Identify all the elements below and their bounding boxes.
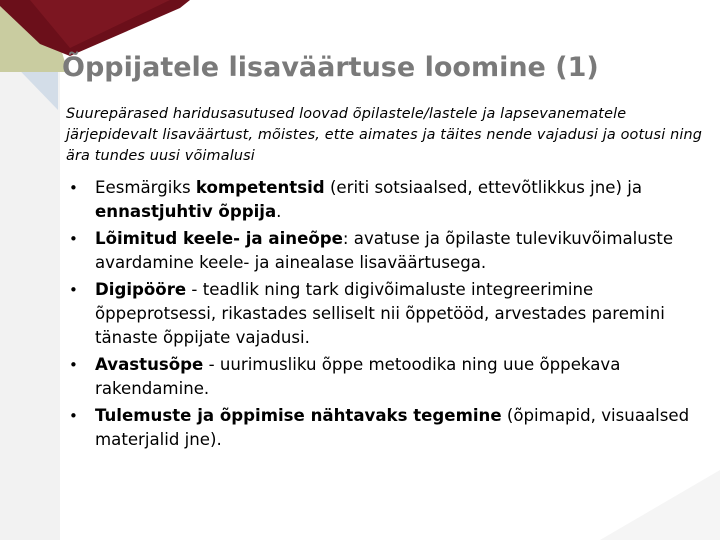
bullet-bold-text: Tulemuste ja õppimise nähtavaks tegemine: [95, 406, 502, 425]
bullet-bold-text: Avastusõpe: [95, 355, 204, 374]
bullet-bold-text: Digipööre: [95, 280, 187, 299]
intro-text: Suurepärased haridusasutused loovad õpilastele/lastele ja lapsevanematele järjepidevalt lisaväärtust, mõistes, ette aimates ja täites nende vajadusi ja ootusi ning ära tundes uusi võimalusi: [66, 106, 703, 164]
bullet-text: Eesmärgiks: [95, 178, 196, 197]
bullet-item-inquiry-learning: [66, 353, 716, 401]
bullet-bold-text: kompetentsid: [195, 178, 325, 197]
bullet-text: (õpimapid, visuaalsed materjalid jne).: [95, 406, 690, 449]
bullet-text: - teadlik ning tark digivõimaluste integreerimine õppeprotsessi, rikastades selliselt nii õppetööd, arvestades paremini tänaste õppijate vajadusi.: [95, 280, 665, 347]
bullet-list: [66, 176, 716, 455]
bullet-item-integrated-learning: [66, 227, 716, 275]
bullet-text: : avatuse ja õpilaste tulevikuvõimaluste avardamine keele- ja ainealase lisaväärtusega.: [95, 229, 674, 272]
bullet-item-competencies: [66, 176, 716, 224]
bullet-bold-text: Lõimitud keele- ja aineõpe: [95, 229, 343, 248]
bullet-item-digital-turn: [66, 278, 716, 350]
bullet-item-visible-learning: [66, 404, 716, 452]
bullet-marker: •: [69, 407, 78, 425]
bullet-marker: •: [69, 230, 78, 248]
right-lower-shade: [600, 470, 720, 540]
bullet-marker: •: [69, 179, 78, 197]
slide-title: Õppijatele lisaväärtuse loomine (1): [62, 52, 599, 83]
bullet-text: - uurimusliku õppe metoodika ning uue õppekava rakendamine.: [95, 355, 621, 398]
bullet-text: (eriti sotsiaalsed, ettevõtlikkus jne) ja: [324, 178, 643, 197]
bullet-marker: •: [69, 356, 78, 374]
bullet-marker: •: [69, 281, 78, 299]
bullet-text: .: [276, 202, 282, 221]
bullet-bold-text: ennastjuhtiv õppija: [95, 202, 277, 221]
